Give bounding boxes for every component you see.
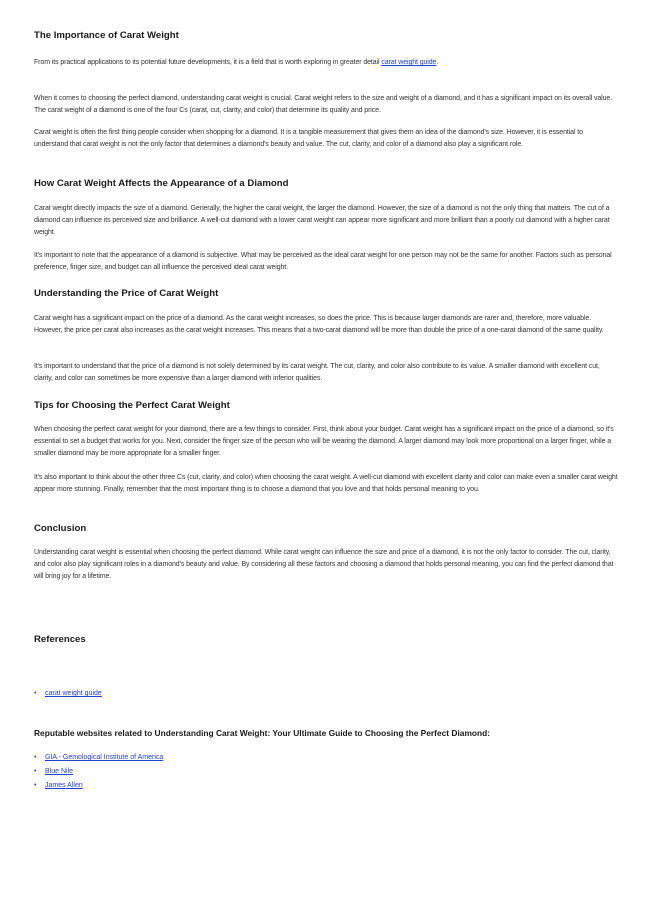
- section-price-heading-block: [34, 288, 618, 299]
- paragraph-appearance-1: Carat weight directly impacts the size of a diamond. Generally, the higher the carat weight, the larger the diamond. However, the size of a diamond is not the only thing that matters. The cut of a diamond can influence its perceived size and brilliance. A well-cut diamond with a lower carat weight can appear more significant and more brilliant than a poorly cut diamond with a higher carat weight.: [34, 205, 610, 237]
- page-title: The Importance of Carat Weight: [34, 30, 179, 41]
- bullet-icon: •: [34, 768, 37, 775]
- intro-carat-weight-guide-link[interactable]: carat weight guide: [381, 59, 437, 66]
- section-appearance-heading-block: [34, 178, 618, 189]
- section-price-p1-block: [34, 313, 618, 337]
- paragraph-tips-2: It's also important to think about the other three Cs (cut, clarity, and color) when choosing the carat weight. A well-cut diamond with excellent clarity and color can make even a smaller carat weight appear more stunning. Finally, remember that the most important thing is to choose a diamond that you love and that holds personal meaning to you.: [34, 474, 618, 494]
- reputable-link-james-allen[interactable]: James Allen: [45, 782, 83, 789]
- paragraph-appearance-2: It's important to note that the appearance of a diamond is subjective. What may be perceived as the ideal carat weight for one person may not be the same for another. Factors such as personal preference, finger size, and budget can all influence the perceived ideal carat weight.: [34, 252, 612, 272]
- paragraph-price-1: Carat weight has a significant impact on the price of a diamond. As the carat weight increases, so does the price. This is because larger diamonds are rarer and, therefore, more valuable. However, the price per carat also increases as the carat weight increases. This means that a two-carat diamond will be more than double the price of a one-carat diamond of the same quality.: [34, 315, 604, 335]
- reputable-heading-block: [34, 728, 618, 738]
- reputable-list-block: [34, 751, 618, 793]
- bullet-icon: •: [34, 754, 37, 761]
- section-price-p2-block: [34, 361, 618, 385]
- conclusion-p1-block: [34, 547, 618, 584]
- section-appearance-p1-block: [34, 203, 618, 240]
- section-heading-tips: Tips for Choosing the Perfect Carat Weight: [34, 400, 230, 411]
- reference-link-carat-weight-guide[interactable]: carat weight guide: [45, 690, 102, 697]
- section-appearance-p2-block: [34, 250, 618, 274]
- list-item: [34, 765, 618, 779]
- para1-block: [34, 93, 618, 117]
- intro-text: From its practical applications to its potential future developments, it is a field that is worth exploring in greater detail: [34, 59, 380, 66]
- para2-block: [34, 127, 618, 151]
- paragraph-conclusion: Understanding carat weight is essential when choosing the perfect diamond. While carat weight can influence the size and price of a diamond, it is not the only factor to consider. The cut, clarity, and color also play significant roles in a diamond's beauty and value. By considering all these factors and choosing a diamond that holds personal meaning, you can find the perfect diamond that will bring joy for a lifetime.: [34, 549, 614, 581]
- title-block: [34, 30, 618, 41]
- references-list: [34, 687, 618, 701]
- section-tips-heading-block: [34, 400, 618, 411]
- reputable-list: [34, 751, 618, 793]
- references-list-block: [34, 687, 618, 701]
- reputable-link-gia[interactable]: GIA - Gemological Institute of America: [45, 754, 164, 761]
- conclusion-heading-block: [34, 523, 618, 534]
- paragraph-price-2: It's important to understand that the price of a diamond is not solely determined by its carat weight. The cut, clarity, and color also contribute to its value. A smaller diamond with excellent cut, clarity, and color can sometimes be more expensive than a larger diamond with inferior qualities.: [34, 363, 600, 383]
- list-item: [34, 687, 618, 701]
- references-heading-block: [34, 634, 618, 645]
- intro-paragraph: [34, 57, 618, 69]
- bullet-icon: •: [34, 782, 37, 789]
- reputable-link-blue-nile[interactable]: Blue Nile: [45, 768, 74, 775]
- section-tips-p2-block: [34, 472, 618, 496]
- section-tips-p1-block: [34, 424, 618, 461]
- paragraph-carat-first-thing: Carat weight is often the first thing people consider when shopping for a diamond. It is a tangible measurement that gives them an idea of the diamond's size. However, it is essential to understand that carat weight is not the only factor that determines a diamond's beauty and value. The cut, clarity, and color of a diamond also play a significant role.: [34, 129, 583, 149]
- bullet-icon: •: [34, 690, 37, 697]
- list-item: [34, 751, 618, 765]
- list-item: [34, 779, 618, 793]
- section-heading-conclusion: Conclusion: [34, 523, 87, 534]
- section-heading-reputable: Reputable websites related to Understanding Carat Weight: Your Ultimate Guide to Choosing the Perfect Diamond:: [34, 728, 491, 738]
- section-heading-price: Understanding the Price of Carat Weight: [34, 288, 219, 299]
- intro-suffix: .: [436, 59, 439, 66]
- paragraph-carat-intro: When it comes to choosing the perfect diamond, understanding carat weight is crucial. Carat weight refers to the size and weight of a diamond, and it has a significant impact on its overall value. The carat weight of a diamond is one of the four Cs (carat, cut, clarity, and color) that determine its quality and price.: [34, 95, 613, 115]
- section-heading-appearance: How Carat Weight Affects the Appearance of a Diamond: [34, 178, 289, 189]
- intro-block: [34, 57, 618, 69]
- paragraph-tips-1: When choosing the perfect carat weight for your diamond, there are a few things to consider. First, think about your budget. Carat weight has a significant impact on the price of a diamond, so it's essential to set a budget that works for you. Next, consider the finger size of the person who will be wearing the diamond. A larger diamond may look more proportional on a larger finger, while a smaller diamond may be more appropriate for a smaller finger.: [34, 426, 614, 458]
- section-heading-references: References: [34, 634, 86, 645]
